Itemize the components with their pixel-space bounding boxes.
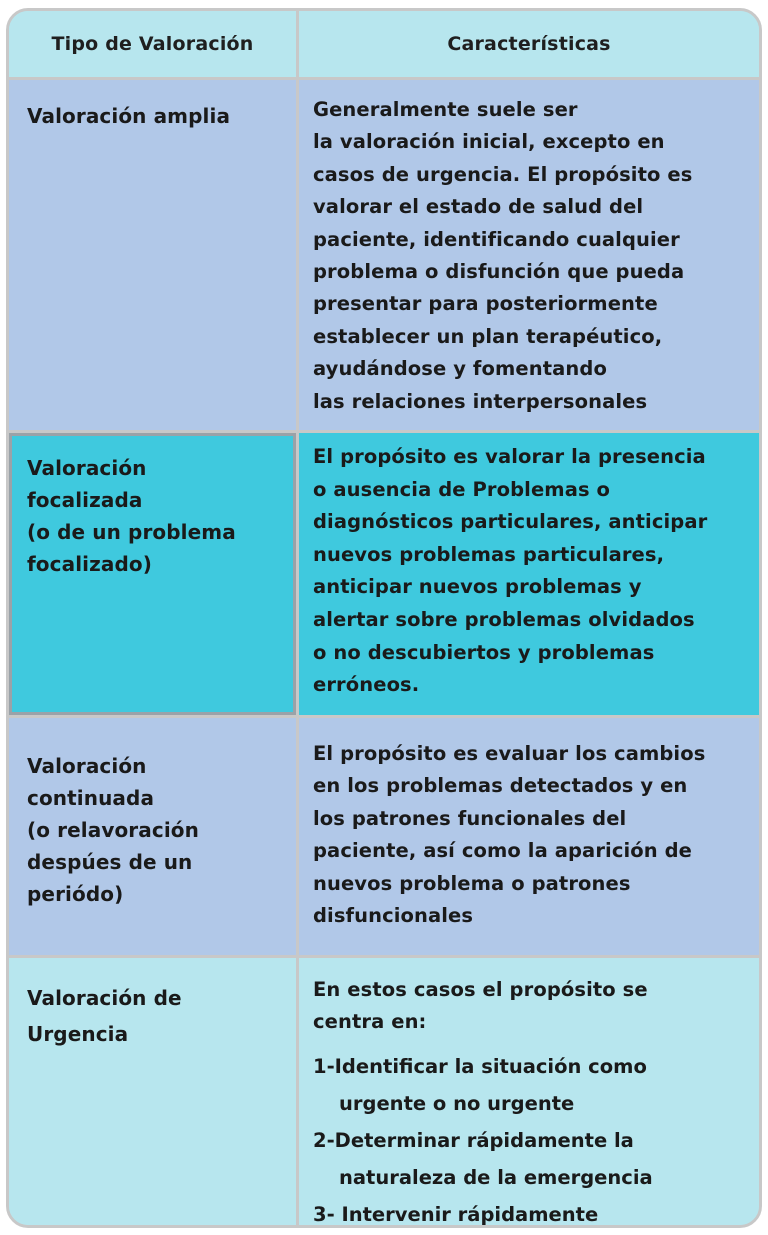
tipo-label: Valoración focalizada (o de un problema focalizado) [27,456,236,576]
table-row [9,80,759,430]
list-item-number: 2- [313,1129,335,1152]
header-caracteristicas-label: Características [447,33,611,55]
caracteristicas-text: Generalmente suele ser la valoración inicial, excepto en casos de urgencia. El propósito es valorar el estado de salud del paciente, identificando cualquier problema o disfunción que pueda presentar para posteriormente establecer un plan terapéutico, ayudándose y fomentando las relaciones interpersonales [313,98,693,413]
header-cell-caracteristicas [299,11,759,77]
cell-caracteristicas [299,80,759,430]
tipo-label: Valoración continuada (o relavoración despúes de un periódo) [27,754,199,906]
list-item-continuation: naturaleza de la emergencia [339,1166,653,1189]
cell-tipo [9,718,296,955]
list-item [313,1122,755,1196]
tipo-label: Valoración amplia [27,104,231,128]
list-item-number: 1- [313,1055,335,1078]
valoracion-table [6,8,762,1228]
cell-tipo [9,80,296,430]
urgencia-list [313,1048,755,1228]
cell-caracteristicas [299,958,759,1228]
cell-tipo [9,433,296,715]
caracteristicas-text: El propósito es evaluar los cambios en los problemas detectados y en los patrones funcionales del paciente, así como la aparición de nuevos problema o patrones disfuncionales [313,742,706,928]
cell-tipo [9,958,296,1228]
list-item-text: Identificar la situación como [334,1055,647,1078]
header-tipo-label: Tipo de Valoración [51,33,254,55]
list-item [313,1048,755,1122]
list-item-continuation: urgente o no urgente [339,1092,575,1115]
list-item-number: 3- [313,1203,342,1226]
list-item [313,1196,755,1228]
table-row [9,958,759,1228]
table-row [9,718,759,955]
caracteristicas-text: El propósito es valorar la presencia o ausencia de Problemas o diagnósticos particulares, anticipar nuevos problemas particulares, anticipar nuevos problemas y alertar sobre problemas olvidados o no descubiertos y problemas erróneos. [313,445,708,697]
caracteristicas-intro: En estos casos el propósito se centra en: [313,978,648,1033]
cell-caracteristicas [299,718,759,955]
list-item-text: Intervenir rápidamente [341,1203,599,1226]
cell-caracteristicas [299,433,759,715]
column-divider [296,11,299,1225]
list-item-text: Determinar rápidamente la [334,1129,634,1152]
header-cell-tipo [9,11,296,77]
tipo-label: Valoración de Urgencia [27,986,182,1046]
table-header [9,11,759,77]
table-row-highlighted [9,433,759,715]
